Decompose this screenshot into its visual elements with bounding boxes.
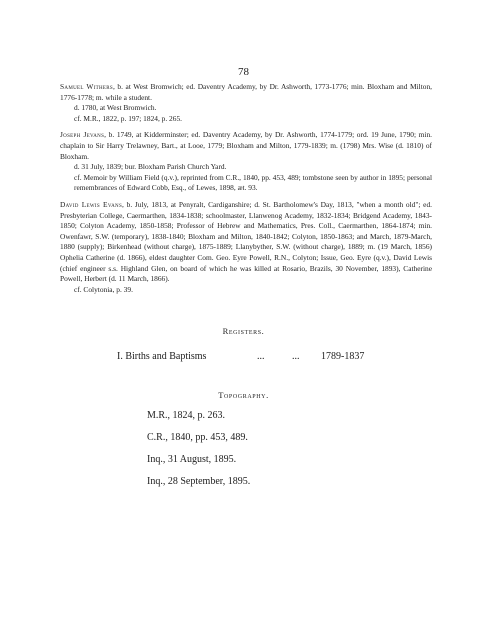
- topography-heading: Topography.: [218, 390, 269, 400]
- topography-line: Inq., 31 August, 1895.: [147, 454, 237, 465]
- entry-reference: cf. Colytonia, p. 39.: [74, 284, 133, 294]
- entry-name: Samuel Withers: [60, 82, 113, 91]
- entry-death: d. 31 July, 1839; bur. Bloxham Parish Church Yard.: [74, 162, 227, 172]
- leader-dots: ...: [257, 351, 265, 362]
- register-years: 1789-1837: [321, 351, 365, 362]
- biography-entries: [60, 82, 432, 301]
- topography-line: M.R., 1824, p. 263.: [147, 410, 226, 421]
- register-label: I. Births and Baptisms: [117, 351, 207, 362]
- registers-heading: Registers.: [222, 326, 265, 336]
- leader-dots: ...: [292, 351, 300, 362]
- entry-name: Joseph Jevans: [60, 130, 105, 140]
- entry-text: , b. at West Bromwich; ed. Daventry Academy, by Dr. Ashworth, 1773-1776; min. Bloxham and Milton, 1776-1778; m. while a student.: [60, 82, 432, 102]
- biography-entry: [60, 130, 432, 194]
- entry-reference: cf. M.R., 1822, p. 197; 1824, p. 265.: [74, 113, 182, 123]
- biography-entry: [60, 200, 432, 295]
- topography-line: C.R., 1840, pp. 453, 489.: [147, 432, 248, 443]
- entry-name: David Lewis Evans: [60, 199, 123, 209]
- biography-entry: [60, 82, 432, 124]
- entry-death: d. 1780, at West Bromwich.: [74, 103, 157, 113]
- entry-text: , b. 1749, at Kidderminster; ed. Daventry Academy, by Dr. Ashworth, 1774-1779; ord. 19 June, 1790; min. chaplain to Sir Harry Trelawney, Bart., at Looe, 1779; Bloxham and Milton, 1779-1839; m. (1798) Mrs. Wise (d. 1810) of Bloxham.: [60, 130, 432, 161]
- entry-text: , b. July, 1813, at Penyralt, Cardiganshire; d. St. Bartholomew's Day, 1813, "when a month old"; ed. Presbyterian College, Caermarthen, 1834-1838; schoolmaster, Llanwenog Academy, 1832-1834; Bridgend Academy, 1843-1850; Colyton Academy, 1850-1858; Professor of Hebrew and Mathematics, Pres. Coll., Caermarthen, 1864-1874; min. Owenfawr, S.W. (temporary), 1838-1840; Bloxham and Milton, 1840-1842; Colyton, 1850-1863; and March, 1879-March, 1880 (supply); Birkenhead (without charge), 1875-1889; Llanybyther, S.W. (without charge), 1889; m. (19 March, 1856) Ophelia Catherine (d. 1866), eldest daughter Com. Geo. Eyre Powell, R.N., Colyton; Issue, Geo. Eyre (q.v.), David Lewis (chief engineer s.s. Highland Glen, on board of which he was killed at Rosario, Brazils, 30 November, 1893), Catherine Powell, Herbert (d. 11 March, 1866).: [60, 199, 432, 284]
- topography-line: Inq., 28 September, 1895.: [147, 476, 251, 487]
- entry-reference: cf. Memoir by William Field (q.v.), reprinted from C.R., 1840, pp. 453, 489; tombstone seen by author in 1895; personal remembrances of Edward Cobb, Esq., of Lewes, 1898, æt. 93.: [74, 172, 432, 193]
- page-number: 78: [238, 66, 249, 78]
